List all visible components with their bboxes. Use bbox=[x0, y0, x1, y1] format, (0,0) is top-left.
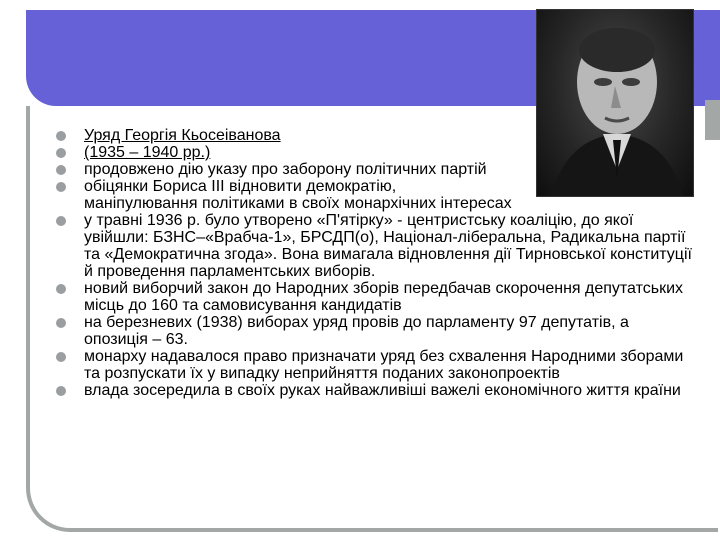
bullet-icon bbox=[56, 148, 66, 158]
list-item bbox=[52, 382, 692, 399]
list-item bbox=[52, 161, 692, 178]
list-item bbox=[52, 280, 692, 314]
list-item-text: продовжено дію указу про заборону політичних партій bbox=[84, 161, 487, 178]
list-item-text: монарху надавалося право призначати уряд без схвалення Народними зборами та розпускати їх у випадку неприйняття поданих законопроектів bbox=[84, 348, 684, 382]
list-item-text: маніпулювання політиками в своїх монархічних інтересах bbox=[84, 195, 512, 212]
list-item bbox=[52, 212, 692, 280]
list-item-text: у травні 1936 р. було утворено «П'ятірку» - центристську коаліцію, до якої увійшли: БЗНС–«Врабча-1», БРСДП(о), Націонал-ліберальна, Радикальна партії та «Демократична згода». Вона вимагала відновлення дії Тирновської конституції й проведення парламентських виборів. bbox=[84, 212, 692, 280]
list-item-continuation bbox=[52, 195, 692, 212]
list-item-text: (1935 – 1940 рр.) bbox=[84, 144, 211, 161]
list-item bbox=[52, 314, 692, 348]
list-item-text: обіцянки Бориса ІІІ відновити демократію, bbox=[84, 178, 397, 195]
bullet-icon bbox=[56, 216, 66, 226]
list-item-text: новий виборчий закон до Народних зборів передбачав скорочення депутатських місць до 160 та самовисування кандидатів bbox=[84, 280, 684, 314]
list-item bbox=[52, 127, 692, 144]
list-item bbox=[52, 178, 692, 195]
list-item-text: Уряд Георгія Кьосеіванова bbox=[84, 127, 281, 144]
bullet-icon bbox=[56, 352, 66, 362]
list-item-text: на березневих (1938) виборах уряд провів до парламенту 97 депутатів, а опозиція – 63. bbox=[84, 314, 629, 348]
bullet-icon bbox=[56, 386, 66, 396]
bullet-icon bbox=[56, 182, 66, 192]
bullet-icon bbox=[56, 131, 66, 141]
bullet-list bbox=[52, 127, 692, 399]
list-item bbox=[52, 144, 692, 161]
bullet-icon bbox=[56, 318, 66, 328]
list-item bbox=[52, 348, 692, 382]
list-item-text: влада зосередила в своїх руках найважливіші важелі економічного життя країни bbox=[84, 382, 681, 399]
bullet-icon bbox=[56, 284, 66, 294]
bullet-icon bbox=[56, 165, 66, 175]
